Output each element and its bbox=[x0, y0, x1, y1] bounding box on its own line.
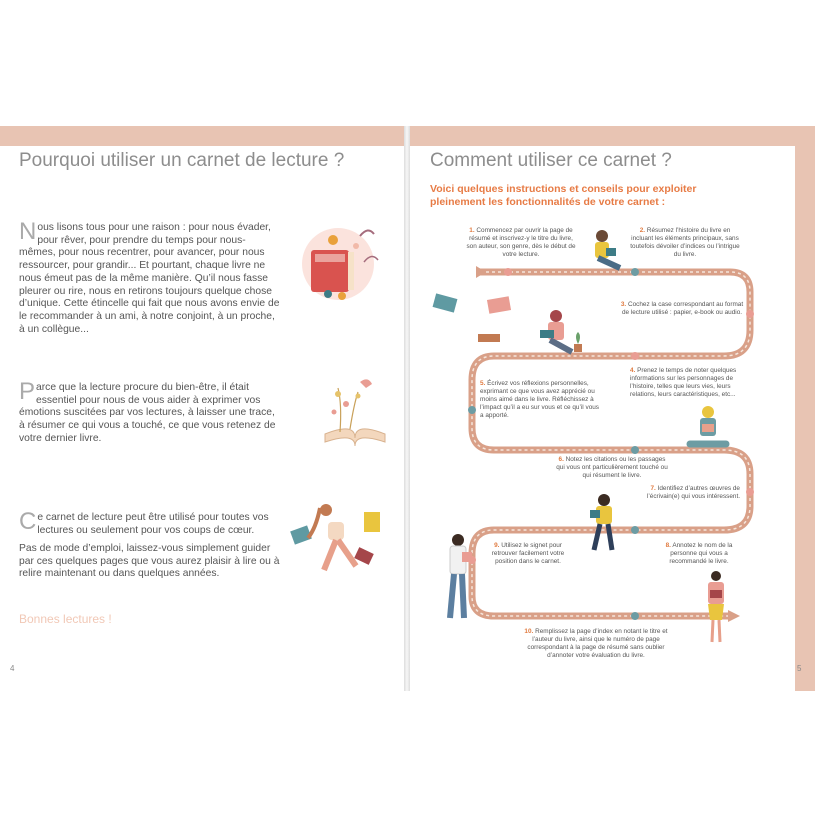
paragraph-usage-text: e carnet de lecture peut être utilisé pour toutes vos lectures ou seulement pour vos coups de cœur. bbox=[37, 512, 269, 536]
paragraph-usage bbox=[19, 508, 281, 537]
step-1-text: Commencez par ouvrir la page de résumé et inscrivez-y le titre du livre, son auteur, son genre, dès le début de votre lecture. bbox=[466, 227, 576, 258]
step-7-number: 7. bbox=[650, 485, 656, 492]
page-number-right: 5 bbox=[797, 664, 802, 673]
book-with-readers-illustration bbox=[298, 222, 384, 306]
dropcap-c: C bbox=[19, 508, 37, 535]
step-8-number: 8. bbox=[665, 542, 671, 549]
paragraph-reasons bbox=[19, 218, 281, 336]
step-4-text: Prenez le temps de noter quelques informations sur les personnages de l’histoire, telles que leurs vies, leurs relations, leurs caractéristiques, etc... bbox=[630, 367, 737, 398]
step-1-number: 1. bbox=[469, 227, 475, 234]
man-cross-legged-illustration bbox=[682, 404, 734, 456]
step-7-text: Identifiez d’autres œuvres de l’écrivain(e) qui vous intéressent. bbox=[646, 485, 740, 500]
girl-jumping-books-illustration bbox=[286, 498, 386, 584]
step-6 bbox=[556, 456, 668, 480]
open-book-flowers-illustration bbox=[320, 374, 390, 454]
step-3-text: Cochez la case correspondant au format de lecture utilisé : papier, e-book ou audio. bbox=[621, 301, 744, 316]
step-2-text: Résumez l’histoire du livre en incluant les éléments principaux, sans toutefois dévoiler d’indices ou l’intrigue du livre. bbox=[630, 227, 740, 258]
woman-sitting-path-illustration bbox=[586, 492, 622, 556]
step-2-number: 2. bbox=[639, 227, 646, 234]
step-9 bbox=[488, 542, 568, 566]
page-number-left: 4 bbox=[10, 664, 15, 673]
step-8-text: Annotez le nom de la personne qui vous a recommandé le livre. bbox=[669, 542, 733, 565]
step-4 bbox=[630, 367, 752, 399]
instructions-subtitle: Voici quelques instructions et conseils pour exploiter pleinement les fonctionnalités de votre carnet : bbox=[430, 183, 697, 208]
man-sitting-reading-illustration bbox=[584, 228, 630, 274]
flying-books-illustration bbox=[430, 290, 520, 354]
step-3-number: 3. bbox=[620, 301, 627, 308]
step-5-number: 5. bbox=[480, 380, 486, 387]
step-2 bbox=[630, 227, 740, 259]
paragraph-reasons-text: ous lisons tous pour une raison : pour nous évader, pour rêver, pour prendre du temps pour nous-mêmes, pour nous recentrer, pour avancer, pour nous ressourcer, pour grandir... Et pourtant, chaque livre ne nous émeut pas de la même manière. Qu’il nous fasse pleurer ou rire, nous en retirons toujours quelque chose d’unique. Cette étincelle qui fait que nous avons envie de le recommander à un ami, à notre conjoint, à un proche, à un collègue... bbox=[19, 222, 280, 335]
paragraph-wellbeing-text: arce que la lecture procure du bien-être, il était essentiel pour nous de vous aider à exprimer vos émotions suscitées par vos lectures, à laisser une trace, à résumer ce qui vous a touché, ce que vous retenez de votre dernier livre. bbox=[19, 382, 276, 444]
step-5-text: Écrivez vos réflexions personnelles, exprimant ce que vous avez apprécié ou moins aimé dans le livre. Réfléchissez à l’impact qu’il a eu sur vous et ce qu’il vous a apporté. bbox=[480, 380, 599, 419]
step-4-number: 4. bbox=[630, 367, 636, 374]
paragraph-wellbeing bbox=[19, 378, 281, 446]
left-page-title: Pourquoi utiliser un carnet de lecture ? bbox=[19, 150, 345, 171]
dropcap-p: P bbox=[19, 378, 36, 405]
right-decorative-band bbox=[795, 126, 815, 691]
step-3 bbox=[620, 301, 744, 317]
step-8 bbox=[658, 542, 740, 566]
woman-standing-reading-illustration bbox=[700, 570, 732, 646]
woman-reading-plant-illustration bbox=[530, 308, 590, 362]
step-6-number: 6. bbox=[558, 456, 564, 463]
dropcap-n: N bbox=[19, 218, 37, 245]
step-9-number: 9. bbox=[494, 542, 500, 549]
step-10-text: Remplissez la page d’index en notant le titre et l’auteur du livre, ainsi que le numéro de page correspondant à la page de résumé sans oublier d’annoter votre évaluation du livre. bbox=[527, 628, 668, 659]
step-9-text: Utilisez le signet pour retrouver facilement votre position dans le carnet. bbox=[491, 542, 565, 565]
step-5 bbox=[480, 380, 602, 420]
closing-line: Bonnes lectures ! bbox=[19, 612, 112, 626]
right-page-title: Comment utiliser ce carnet ? bbox=[430, 150, 672, 171]
step-1 bbox=[464, 227, 578, 259]
step-10 bbox=[516, 628, 676, 660]
paragraph-guide: Pas de mode d’emploi, laissez-vous simplement guider par ces quelques pages que vous aurez plaisir à lire ou à relire maintenant ou dans quelques années. bbox=[19, 543, 280, 580]
step-7 bbox=[628, 485, 740, 501]
step-10-number: 10. bbox=[524, 628, 534, 635]
step-6-text: Notez les citations ou les passages qui vous ont particulièrement touché ou qui résument le livre. bbox=[556, 456, 668, 479]
man-standing-reading-illustration bbox=[438, 532, 478, 624]
